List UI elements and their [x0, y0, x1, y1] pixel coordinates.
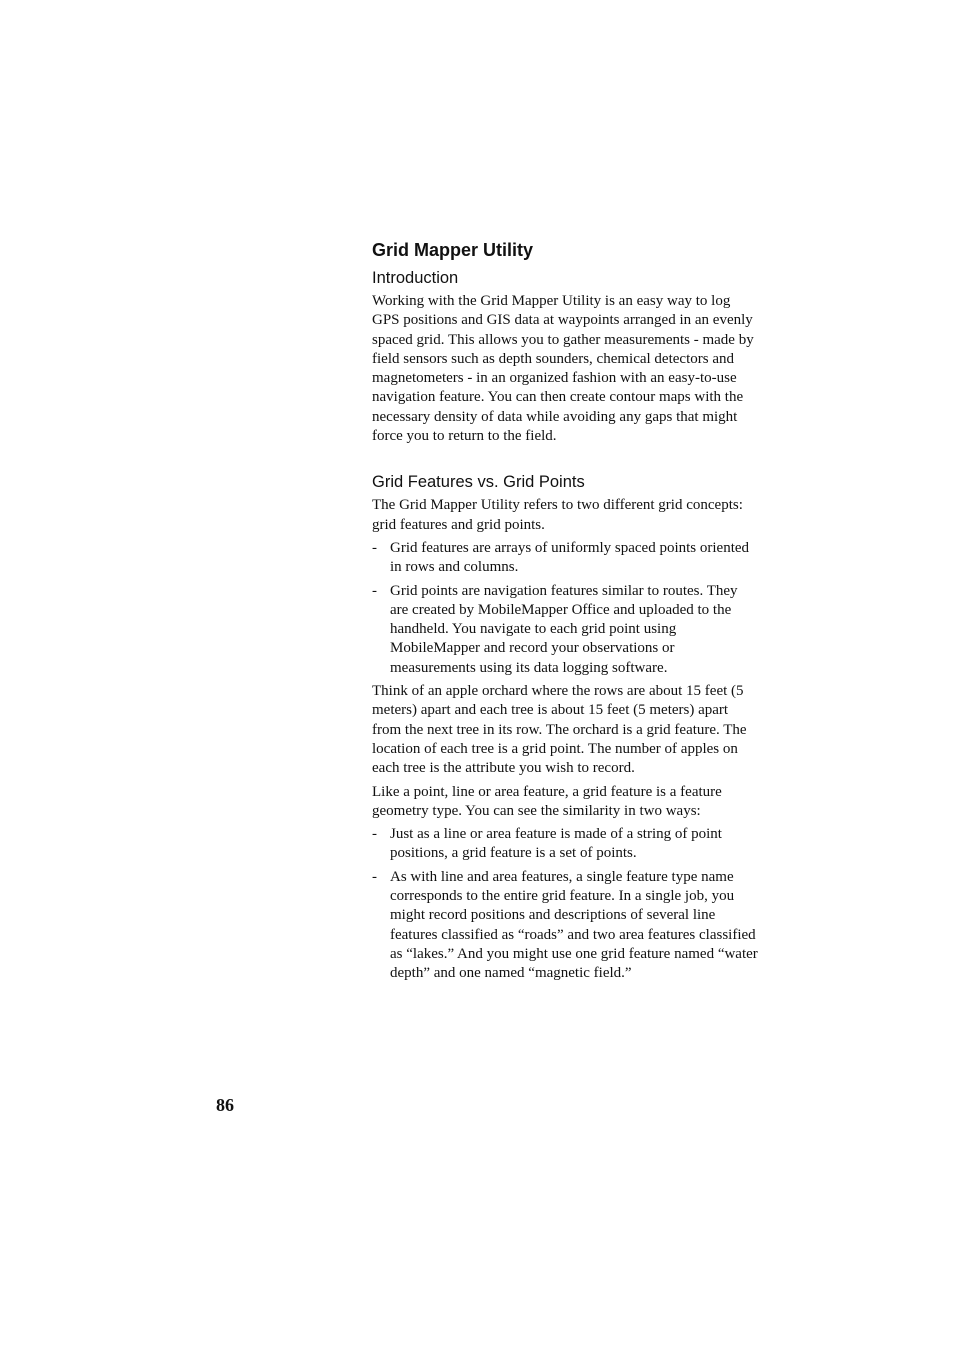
introduction-paragraph: Working with the Grid Mapper Utility is an easy way to log GPS positions and GIS data at waypoints arranged in an evenly spaced grid. This allows you to gather measurements - made by field sensors such as depth sounders, chemical detectors and magnetometers - in an organized fashion with an easy-to-use navigation feature. You can then create contour maps with the necessary density of data while avoiding any gaps that might force you to return to the field. — [372, 293, 754, 445]
introduction-heading: Introduction — [372, 269, 459, 287]
list-item — [372, 868, 758, 984]
list-item-text: Just as a line or area feature is made of a string of point positions, a grid feature is a set of points. — [390, 826, 722, 862]
dash-bullet: - — [372, 868, 377, 885]
dash-bullet: - — [372, 582, 377, 599]
grid-concepts-paragraph: The Grid Mapper Utility refers to two different grid concepts: grid features and grid points. — [372, 497, 743, 533]
similarity-list — [372, 825, 758, 983]
list-item — [372, 825, 758, 864]
list-item-text: As with line and area features, a single feature type name corresponds to the entire grid feature. In a single job, you might record positions and descriptions of several line features classified as “roads” and two area features classified as “lakes.” And you might use one grid feature named “water depth” and one named “magnetic field.” — [390, 868, 758, 982]
dash-bullet: - — [372, 826, 377, 843]
page-content — [372, 238, 758, 988]
list-item — [372, 582, 758, 678]
list-item — [372, 539, 758, 578]
dash-bullet: - — [372, 539, 377, 556]
geometry-paragraph: Like a point, line or area feature, a grid feature is a feature geometry type. You can see the similarity in two ways: — [372, 783, 722, 819]
list-item-text: Grid features are arrays of uniformly spaced points oriented in rows and columns. — [390, 539, 750, 576]
section-title: Grid Mapper Utility — [372, 240, 534, 260]
page-number: 86 — [216, 1095, 234, 1115]
list-item-text: Grid points are navigation features similar to routes. They are created by MobileMapper Office and uploaded to the handheld. You navigate to each grid point using MobileMapper and record your observations or measurements using its data logging software. — [390, 582, 738, 676]
grid-concepts-list — [372, 539, 758, 678]
grid-features-heading: Grid Features vs. Grid Points — [372, 473, 585, 492]
orchard-paragraph: Think of an apple orchard where the rows are about 15 feet (5 meters) apart and each tree is about 15 feet (5 meters) apart from the next tree in its row. The orchard is a grid feature. The location of each tree is a grid point. The number of apples on each tree is the attribute you wish to record. — [372, 683, 747, 777]
